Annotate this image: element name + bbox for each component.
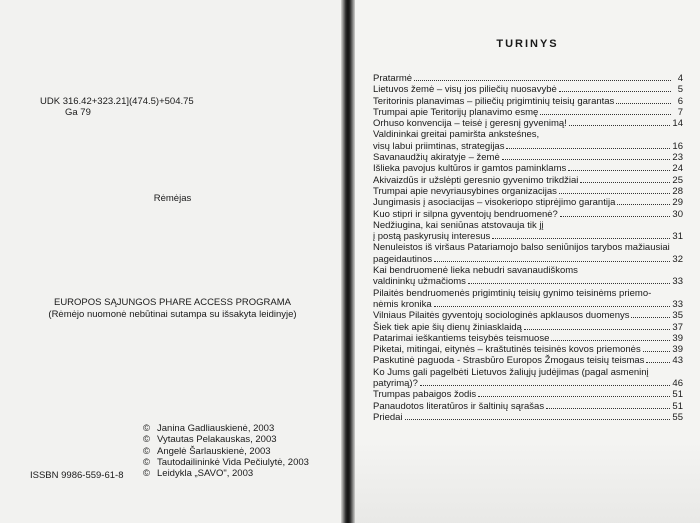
toc-line <box>373 299 683 310</box>
toc-line <box>373 276 683 287</box>
toc-entry-title: pageidautinos <box>373 253 433 265</box>
toc-line <box>373 231 683 242</box>
toc-entry <box>373 412 683 423</box>
toc-line <box>373 401 683 412</box>
toc-entry-title: Patarimai ieškantiems teisybės teismuose <box>373 332 550 344</box>
toc-entry <box>373 84 683 95</box>
toc-line <box>373 129 683 140</box>
toc-page-number: 46 <box>672 378 683 390</box>
toc-entry <box>373 209 683 220</box>
copyright-symbol: © <box>143 423 150 434</box>
toc-entry <box>373 389 683 400</box>
toc-leader-dots <box>559 193 670 194</box>
copyright-row <box>143 446 309 457</box>
toc-leader-dots <box>420 385 671 386</box>
toc-entry-title: Jungimasis į asociacijas – visokeriopo stiprėjimo garantija <box>373 197 616 209</box>
toc-entry-title: Akivaizdūs ir užslėpti geresnio gyvenimo trikdžiai <box>373 174 579 186</box>
toc-line <box>373 107 683 118</box>
toc-entry <box>373 288 683 311</box>
ga-code: Ga 79 <box>65 107 91 118</box>
toc-entry-title: visų labui priimtinas, strategijas <box>373 140 505 152</box>
toc-page-number: 24 <box>672 163 683 175</box>
toc-line <box>373 73 683 84</box>
copyright-holder: Tautodailininkė Vida Pečiulytė, 2003 <box>157 456 309 468</box>
toc-leader-dots <box>646 362 670 363</box>
toc-line <box>373 288 683 299</box>
toc-leader-dots <box>434 306 671 307</box>
toc-page-number: 30 <box>672 208 683 220</box>
copyright-row <box>143 468 309 479</box>
toc-entry <box>373 96 683 107</box>
toc-line <box>373 344 683 355</box>
toc-entry <box>373 163 683 174</box>
show-through-shadow <box>40 205 310 271</box>
toc-page-number: 43 <box>672 355 683 367</box>
udk-code: UDK 316.42+323.21](474.5)+504.75 <box>40 96 194 107</box>
toc-line <box>373 220 683 231</box>
copyright-symbol: © <box>143 434 150 446</box>
toc-page-number: 51 <box>672 400 683 412</box>
toc-line <box>373 118 683 129</box>
toc-page-number: 39 <box>672 344 683 356</box>
toc-entry-title: Pratarmė <box>373 73 413 84</box>
toc-line <box>373 197 683 208</box>
toc-line <box>373 412 683 423</box>
toc-entry <box>373 344 683 355</box>
toc-leader-dots <box>559 91 671 92</box>
toc-entry <box>373 197 683 208</box>
toc-line <box>373 175 683 186</box>
toc-entry <box>373 129 683 152</box>
toc-leader-dots <box>568 170 670 171</box>
toc-entry <box>373 265 683 288</box>
toc-entry-title: Paskutinė paguoda - Strasbūro Europos Žmogaus teisių teismas <box>373 355 645 367</box>
toc-leader-dots <box>540 114 671 115</box>
toc-entry <box>373 118 683 129</box>
toc-entry-title: Vilniaus Pilaitės gyventojų sociologinės apklausos duomenys <box>373 310 630 322</box>
program-block <box>0 297 345 321</box>
program-name: EUROPOS SĄJUNGOS PHARE ACCESS PROGRAMA <box>53 297 292 308</box>
toc-line <box>373 265 683 276</box>
toc-line <box>373 152 683 163</box>
toc-line <box>373 209 683 220</box>
toc-entry <box>373 220 683 243</box>
toc-leader-dots <box>580 182 670 183</box>
copyright-holder: Leidykla „SAVO", 2003 <box>157 468 254 480</box>
toc-line <box>373 96 683 107</box>
toc-page-number: 35 <box>672 310 683 322</box>
toc-entry-title: Panaudotos literatūros ir šaltinių sąrašas <box>373 400 545 412</box>
toc-leader-dots <box>560 216 671 217</box>
toc-entry-title: Trumpai apie Teritorijų planavimo esmę <box>373 106 539 118</box>
toc-page-number: 51 <box>672 389 683 401</box>
toc-page-number: 33 <box>672 298 683 310</box>
toc-entry-title: Ko Jums gali pagelbėti Lietuvos žaliųjų judėjimas (pagal asmeninį <box>373 366 649 378</box>
toc-page-number: 5 <box>677 84 683 96</box>
disclaimer: (Rėmėjo nuomonė nebūtinai sutampa su išsakyta leidinyje) <box>48 309 297 320</box>
toc-leader-dots <box>502 159 671 160</box>
toc-leader-dots <box>616 103 671 104</box>
copyright-row <box>143 457 309 468</box>
toc-entry-title: Teritorinis planavimas – piliečių prigimtinių teisių garantas <box>373 95 615 107</box>
toc-entry-title: Valdininkai greitai pamiršta anksteśnes, <box>373 129 540 141</box>
toc-entry-title: Trumpai apie nevyriausybines organizacijas <box>373 185 557 197</box>
toc-leader-dots <box>434 261 670 262</box>
toc-leader-dots <box>546 408 670 409</box>
toc-line <box>373 355 683 366</box>
toc-leader-dots <box>506 148 670 149</box>
toc-entry <box>373 310 683 321</box>
toc-line <box>373 333 683 344</box>
copyright-holder: Vytautas Pelakauskas, 2003 <box>157 434 277 446</box>
toc-page-number: 6 <box>677 95 683 107</box>
toc-entry <box>373 322 683 333</box>
toc-entry <box>373 367 683 390</box>
toc-line <box>373 254 683 265</box>
toc-entry <box>373 242 683 265</box>
toc-entry-title: Piketai, mitingai, eitynės – kraštutinės teisinės kovos priemonės <box>373 344 641 356</box>
toc-page-number: 25 <box>672 174 683 186</box>
toc-entry-title: Lietuvos žemė – visų jos piliečių nuosavybė <box>373 84 557 96</box>
toc-leader-dots <box>405 419 671 420</box>
toc-line <box>373 367 683 378</box>
toc-page-number: 14 <box>672 118 683 130</box>
toc-leader-dots <box>414 80 671 81</box>
book-gutter <box>341 0 355 523</box>
toc-entry <box>373 186 683 197</box>
toc-page-number: 37 <box>672 321 683 333</box>
toc-entry-title: Kuo stipri ir silpna gyventojų bendruomenė? <box>373 208 558 220</box>
toc-leader-dots <box>478 396 670 397</box>
isbn: ISSBN 9986-559-61-8 <box>30 470 124 481</box>
toc-entry-title: patyrimą)? <box>373 378 418 390</box>
toc-entry <box>373 107 683 118</box>
toc-leader-dots <box>492 238 670 239</box>
toc-page-number: 7 <box>677 106 683 118</box>
toc-entry <box>373 73 683 84</box>
toc-leader-dots <box>643 351 671 352</box>
toc-entry-title: Nedžiugina, kai seniūnas atstovauja tik jį <box>373 219 544 231</box>
toc-leader-dots <box>631 317 670 318</box>
toc-entry-title: Savanaudžių akiratyje – žemė <box>373 152 500 164</box>
toc-entry-title: Pilaitės bendruomenės prigimtinių teisių gynimo teisinėms priemo- <box>373 287 652 299</box>
toc-entry-title: Priedai <box>373 411 403 423</box>
toc-line <box>373 186 683 197</box>
toc-leader-dots <box>569 125 671 126</box>
toc-leader-dots <box>551 340 670 341</box>
toc-line <box>373 163 683 174</box>
page-shadow <box>355 441 700 523</box>
toc-entry-title: Šiek tiek apie šių dienų žiniasklaidą <box>373 321 522 333</box>
toc-entry <box>373 175 683 186</box>
toc-page-number: 28 <box>672 185 683 197</box>
toc-page-number: 39 <box>672 332 683 344</box>
toc-leader-dots <box>524 329 671 330</box>
toc-entry-title: Nenuleistos iš viršaus Patariamojo balso seniūnijos tarybos mažiausiai <box>373 242 670 254</box>
toc-entry-title: Orhuso konvencija – teisė į geresnį gyvenimą! <box>373 118 567 130</box>
toc-entry-title: į postą paskyrusių interesus <box>373 231 491 243</box>
copyright-row <box>143 434 309 445</box>
toc-line <box>373 242 683 253</box>
toc-line <box>373 310 683 321</box>
toc-entry <box>373 355 683 366</box>
toc-line <box>373 389 683 400</box>
copyright-holder: Janina Gadliauskienė, 2003 <box>157 423 275 434</box>
toc-line <box>373 84 683 95</box>
toc-page-number: 4 <box>677 73 683 84</box>
toc-entry-title: valdininkų užmačioms <box>373 276 466 288</box>
toc-page-number: 23 <box>672 152 683 164</box>
copyright-symbol: © <box>143 445 150 457</box>
toc-entry-title: nėmis kronika <box>373 298 432 310</box>
toc-page-number: 32 <box>672 253 683 265</box>
copyright-list <box>143 423 309 479</box>
copyright-holder: Angelė Šarlauskienė, 2003 <box>157 445 271 457</box>
toc-title: TURINYS <box>496 38 559 50</box>
toc-line <box>373 378 683 389</box>
toc-page-number: 16 <box>672 140 683 152</box>
toc-entry <box>373 333 683 344</box>
toc-entry <box>373 401 683 412</box>
table-of-contents <box>373 73 683 423</box>
toc-page-number: 33 <box>672 276 683 288</box>
toc-page-number: 55 <box>672 411 683 423</box>
toc-leader-dots <box>468 283 670 284</box>
toc-entry-title: Trumpas pabaigos žodis <box>373 389 477 401</box>
copyright-row <box>143 423 309 434</box>
toc-leader-dots <box>617 204 670 205</box>
toc-line <box>373 322 683 333</box>
left-page <box>0 0 345 523</box>
toc-entry-title: Išlieka pavojus kultūros ir gamtos paminklams <box>373 163 567 175</box>
toc-entry-title: Kai bendruomenė lieka nebudri savanaudiškoms <box>373 265 578 277</box>
toc-line <box>373 141 683 152</box>
catalog-block <box>40 96 194 118</box>
copyright-symbol: © <box>143 468 150 480</box>
copyright-symbol: © <box>143 456 150 468</box>
toc-page-number: 31 <box>672 231 683 243</box>
sponsor-label: Rėmėjas <box>153 193 192 204</box>
toc-entry <box>373 152 683 163</box>
toc-page-number: 29 <box>672 197 683 209</box>
